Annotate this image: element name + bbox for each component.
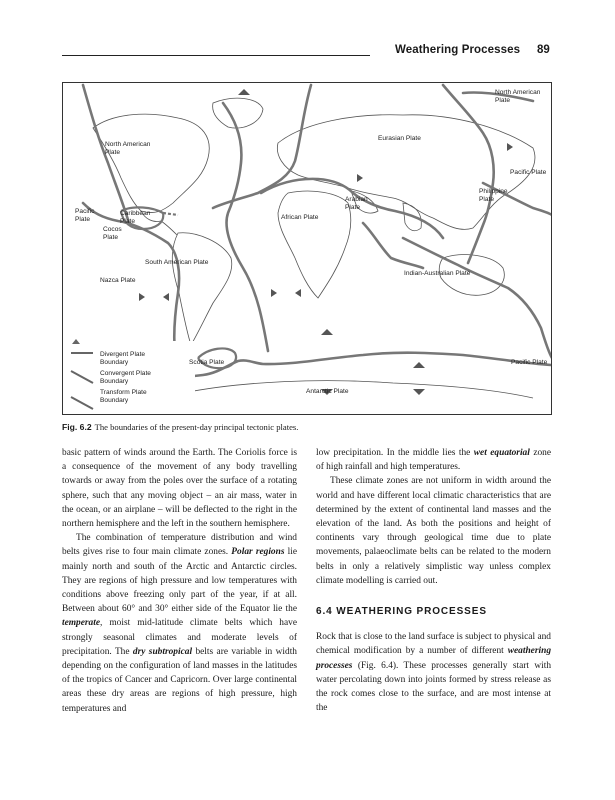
caption-text: The boundaries of the present-day principal tectonic plates. (94, 422, 299, 432)
arrow-11 (357, 174, 363, 182)
arrow-3 (163, 293, 169, 301)
antarctica-coast (183, 381, 533, 398)
plate-motion-arrows (139, 89, 513, 395)
right-paragraph-2: These climate zones are not uniform in width around the world and have different local climatic characteristics that are determined by the extent of continental land masses and the elevation of the land. As both the positions and height of continents vary through geological time due to plate movements, palaeoclimate belts can be related to the modern belts in only a relatively simplistic way unless complex climate modelling is carried out. (316, 476, 551, 586)
legend-convergent-label: Convergent Plate Boundary (100, 370, 151, 385)
left-paragraph-2: The combination of temperature distribution and wind belts gives rise to four main climate zones. Polar regions lie mainly north and south of the Arctic and Antarctic circles. They are regions of high pressure and low temperatures with conditions above freezing only part of the year, if at all. Between about 60° and 30° either side of the Equator lie the temperate, moist mid-latitude climate belts which have strongly seasonal climates and moderate levels of precipitation. The dry subtropical belts are variable in width depending on the configuration of land masses in the latitudes of the tropics of Cancer and Capricorn. Over large continental areas these dry areas are regions of high pressure, high temperatures and (62, 533, 298, 714)
legend-divergent-label: Divergent Plate Boundary (100, 351, 146, 366)
arrow-2 (139, 293, 145, 301)
term-dry-subtropical: dry subtropical (132, 646, 193, 657)
label-philippine-plate: Philippine Plate (479, 188, 508, 203)
page-number: 89 (537, 44, 550, 56)
term-weathering-processes: weathering processes (316, 646, 552, 671)
boundary-7 (363, 223, 423, 268)
arrow-10 (507, 143, 513, 151)
arrow-1 (238, 89, 250, 95)
label-eurasian-plate: Eurasian Plate (378, 135, 421, 142)
arrow-5 (295, 289, 301, 297)
section-heading: 6.4 WEATHERING PROCESSES (316, 606, 487, 618)
boundary-8 (443, 85, 494, 263)
south-america-coast (172, 233, 231, 345)
greenland-coast (213, 98, 263, 128)
label-indian-australian-plate: Indian-Australian Plate (404, 270, 471, 277)
label-african-plate: African Plate (281, 214, 319, 221)
figure-caption (62, 422, 298, 432)
label-caribbean-plate: Caribbean Plate (120, 210, 151, 225)
arrow-6 (321, 329, 333, 335)
label-nazca-plate: Nazca Plate (100, 277, 136, 284)
label-antarctic-plate: Antarctic Plate (306, 388, 349, 395)
label-scotia-plate: Scotia Plate (189, 359, 225, 366)
header-rule (62, 55, 370, 56)
tectonic-plates-figure (62, 82, 552, 415)
label-pacific-plate-ne: Pacific Plate (510, 169, 547, 176)
caption-label: Fig. 6.2 (62, 422, 92, 432)
label-cocos-plate: Cocos Plate (103, 226, 122, 241)
label-pacific-plate-se: Pacific Plate (511, 359, 548, 366)
arrow-8 (413, 362, 425, 368)
label-arabian-plate: Arabian Plate (345, 196, 368, 211)
label-south-american-plate: South American Plate (145, 259, 209, 266)
label-north-american-plate-east: North American Plate (495, 89, 541, 104)
label-pacific-plate-west: Pacific Plate (75, 208, 95, 223)
right-paragraph-1: low precipitation. In the middle lies the wet equatorial zone of high rainfall and high temperatures. (316, 448, 552, 473)
term-wet-equatorial: wet equatorial (473, 448, 530, 458)
legend-transform-label: Transform Plate Boundary (100, 389, 147, 404)
europe-asia-coast (277, 115, 535, 230)
plate-boundaries (83, 85, 552, 376)
label-north-american-plate-west: North American Plate (105, 141, 151, 156)
africa-coast (278, 191, 351, 298)
term-polar-regions: Polar regions (231, 547, 285, 558)
left-paragraph-1: basic pattern of winds around the Earth. The Coriolis force is a consequence of the movement of any body travelling towards or away from the poles over the surface of a rotating sphere, such that any moving object – an air mass, water in the ocean, or an airplane – will be deflected to the right in the northern hemisphere and the left in the southern hemisphere. (62, 448, 297, 530)
term-temperate: temperate (62, 618, 101, 629)
running-head-title: Weathering Processes (395, 44, 521, 56)
boundary-5 (213, 85, 311, 208)
boundary-4 (223, 103, 268, 351)
arrow-4 (271, 289, 277, 297)
north-america-coast (93, 114, 209, 212)
left-column (62, 446, 297, 716)
right-column (316, 446, 551, 715)
right-paragraph-3: Rock that is close to the land surface is subject to physical and chemical modification by a number of different weathering processes (Fig. 6.4). These processes generally start with water percolating down into joints formed by stress release as the rock comes close to the surface, and are most intense at the (316, 632, 552, 714)
arrow-9 (413, 389, 425, 395)
